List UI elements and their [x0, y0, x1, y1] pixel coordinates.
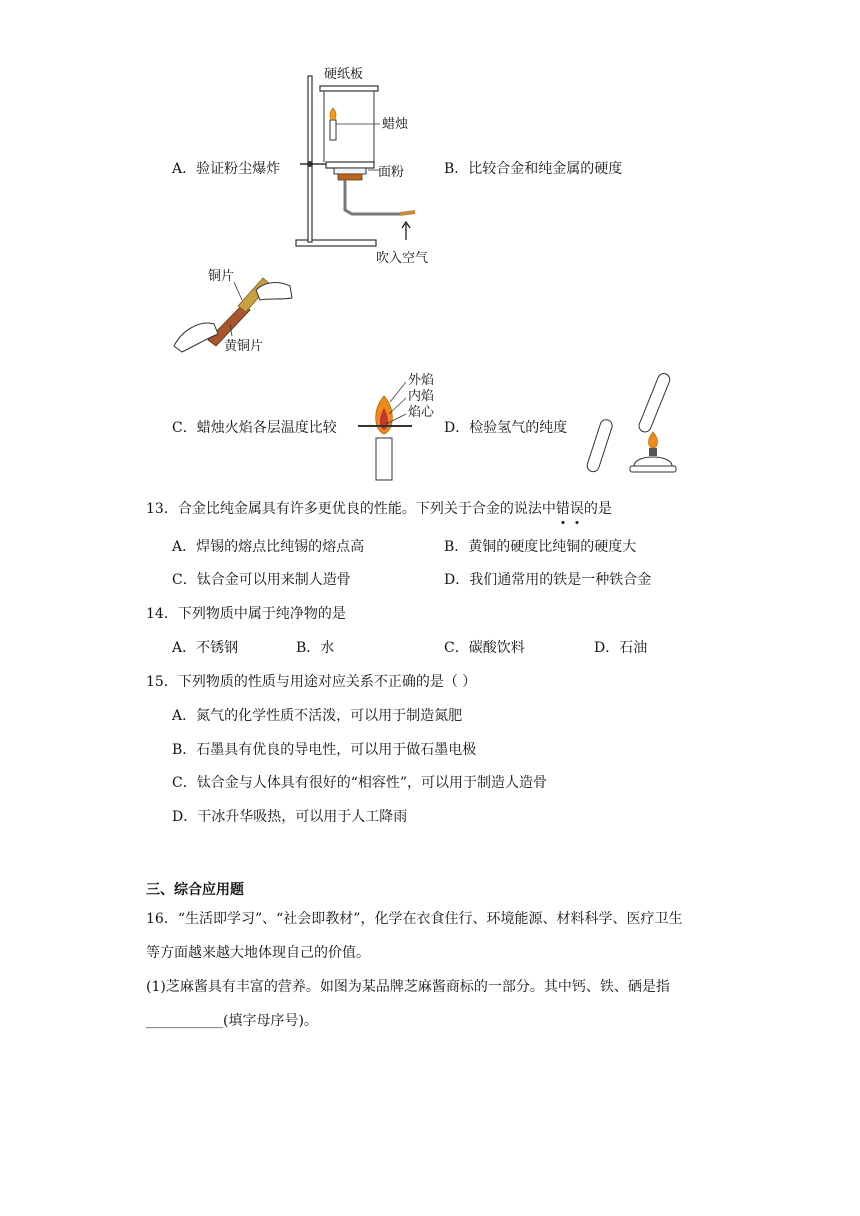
- brass-label: 黄铜片: [224, 339, 264, 354]
- q16-line-1: 16．“生活即学习”、“社会即教材”，化学在衣食住行、环境能源、材料科学、医疗卫生: [146, 911, 683, 927]
- candle-shape: [330, 120, 336, 140]
- q14-stem: 14．下列物质中属于纯净物的是: [146, 606, 346, 622]
- q14-option-b[interactable]: B．水: [296, 640, 335, 656]
- q16-line-3: (1)芝麻酱具有丰富的营养。如图为某品牌芝麻酱商标的一部分。其中钙、铁、硒是指: [146, 979, 670, 995]
- q15-option-d[interactable]: D．干冰升华吸热，可以用于人工降雨: [172, 809, 408, 825]
- candle-body: [376, 438, 392, 480]
- q12-option-c[interactable]: C．蜡烛火焰各层温度比较: [172, 420, 337, 436]
- q13-stem-after: 的是: [583, 501, 612, 517]
- q13-emph-1: 错: [555, 501, 570, 517]
- q15-stem: 15．下列物质的性质与用途对应关系不正确的是（ ）: [146, 674, 477, 690]
- candle-flame-figure: [352, 366, 447, 484]
- q14-option-d[interactable]: D．石油: [594, 640, 648, 656]
- q13-option-a[interactable]: A．焊锡的熔点比纯锡的熔点高: [172, 539, 365, 555]
- flour-label: 面粉: [378, 165, 405, 180]
- q13-option-d[interactable]: D．我们通常用的铁是一种铁合金: [444, 572, 652, 588]
- q13-option-b[interactable]: B．黄铜的硬度比纯铜的硬度大: [444, 539, 637, 555]
- q12-option-b[interactable]: B．比较合金和纯金属的硬度: [444, 161, 623, 177]
- q12-option-d[interactable]: D．检验氢气的纯度: [444, 420, 568, 436]
- dust-explosion-figure: [290, 62, 450, 272]
- cardboard-label: 硬纸板: [324, 67, 364, 82]
- test-tube-left: [586, 418, 614, 473]
- section-title: 三、综合应用题: [146, 882, 244, 898]
- rubber-tube: [400, 212, 415, 214]
- q13-option-c[interactable]: C．钛合金可以用来制人造骨: [172, 572, 351, 588]
- test-tube-right: [637, 372, 671, 434]
- q14-option-c[interactable]: C．碳酸饮料: [444, 640, 525, 656]
- stand-pole: [308, 76, 312, 242]
- copper-label: 铜片: [208, 269, 235, 284]
- core-flame-label: 焰心: [408, 405, 435, 420]
- q16-answer-blank[interactable]: ___________: [146, 1013, 223, 1029]
- alcohol-lamp: [634, 457, 672, 466]
- lamp-flame: [648, 432, 657, 448]
- outer-flame-label: 外焰: [408, 373, 435, 388]
- copper-scratch-figure: [168, 264, 298, 359]
- q15-option-a[interactable]: A．氮气的化学性质不活泼，可以用于制造氮肥: [172, 708, 463, 724]
- hydrogen-test-figure: [586, 370, 686, 480]
- q12-option-a[interactable]: A．验证粉尘爆炸: [172, 161, 281, 177]
- q16-line-4-after: (填字母序号)。: [223, 1013, 318, 1029]
- q13-stem: [146, 498, 612, 518]
- q16-line-2: 等方面越来越大地体现自己的价值。: [146, 945, 370, 961]
- q14-option-a[interactable]: A．不锈钢: [172, 640, 239, 656]
- q13-stem-before: 13．合金比纯金属具有许多更优良的性能。下列关于合金的说法中: [146, 501, 556, 517]
- q13-emph-2: 误: [569, 501, 584, 517]
- q16-line-4: [146, 1010, 318, 1030]
- inner-flame-label: 内焰: [408, 389, 435, 404]
- cardboard-board: [320, 86, 378, 91]
- candle-label: 蜡烛: [382, 117, 409, 132]
- q15-option-c[interactable]: C．钛合金与人体具有很好的“相容性”，可以用于制造人造骨: [172, 775, 548, 791]
- q15-option-b[interactable]: B．石墨具有优良的导电性，可以用于做石墨电极: [172, 742, 477, 758]
- air-label: 吹入空气: [376, 251, 429, 266]
- flour-dish: [338, 174, 362, 180]
